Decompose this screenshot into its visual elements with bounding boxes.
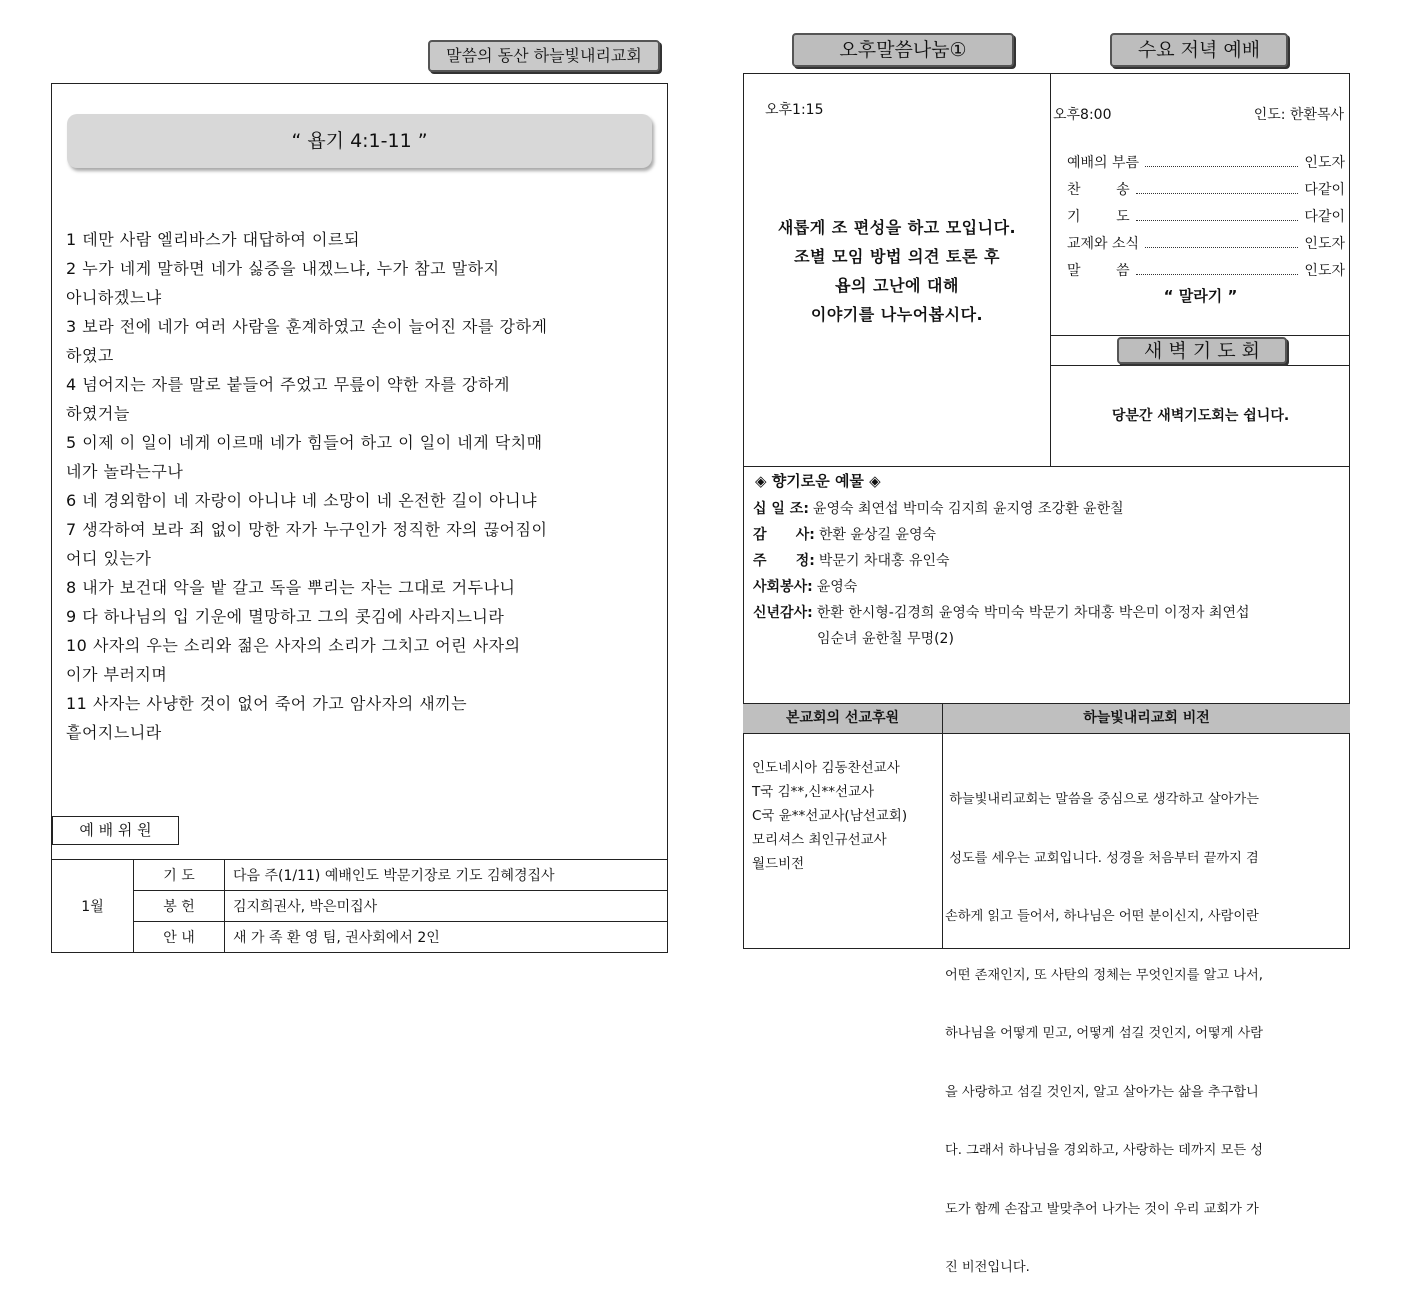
church-name-tag [428,40,660,72]
verse-line: 8 내가 보건대 악을 밭 갈고 독을 뿌리는 자는 그대로 거두나니 [66,578,516,597]
order-who: 인도자 [1304,236,1345,252]
verse-line: 네가 놀라는구나 [66,462,184,481]
order-item: 말 씀 [1067,263,1130,279]
order-item: 교제와 소식 [1067,236,1140,252]
afternoon-message [743,213,1051,329]
offering-label: 사회봉사: [753,579,813,595]
offerings-title: ◈ 향기로운 예물 ◈ [755,472,881,490]
verse-line: 어디 있는가 [66,549,152,568]
verse-line: 하였거늘 [66,404,130,423]
committee-role: 안 내 [134,922,225,953]
dawn-prayer-tag: 새 벽 기 도 회 [1117,337,1287,364]
order-item: 예배의 부름 [1067,155,1140,171]
order-of-worship [1067,145,1345,280]
verse-line: 흩어지느니라 [66,723,162,742]
afternoon-message-line: 조별 모임 방법 의견 토론 후 [794,247,1000,266]
afternoon-message-line: 욥의 고난에 대해 [835,276,959,295]
committee-row [52,860,668,891]
order-who: 다같이 [1304,209,1345,225]
verse-line: 10 사자의 우는 소리와 젊은 사자의 소리가 그치고 어린 사자의 [66,636,521,655]
order-who: 다같이 [1304,182,1345,198]
committee-value: 김지희권사, 박은미집사 [225,891,668,922]
scripture-title-box [67,114,652,168]
verse-line: 4 넘어지는 자를 말로 붙들어 주었고 무릎이 약한 자를 강하게 [66,375,510,394]
verse-line: 5 이제 이 일이 네게 이르매 네가 힘들어 하고 이 일이 네게 닥치매 [66,433,543,452]
verse-line: 하였고 [66,346,114,365]
wednesday-service-tag: 수요 저녁 예배 [1110,33,1288,67]
afternoon-sharing-tag: 오후말씀나눔① [792,33,1014,67]
vision-line: 을 사랑하고 섬길 것인지, 알고 살아가는 삶을 추구합니 [945,1084,1259,1100]
verse-line: 3 보라 전에 네가 여러 사람을 훈계하였고 손이 늘어진 자를 강하게 [66,317,548,336]
offering-row [753,521,1343,547]
offerings-list [753,495,1343,651]
mission-list [743,734,943,949]
vision-line: 다. 그래서 하나님을 경외하고, 사랑하는 데까지 모든 성 [945,1143,1263,1158]
verse-line: 11 사자는 사냥한 것이 없어 죽어 가고 암사자의 새끼는 [66,694,468,713]
worship-committee-table [51,859,668,953]
dawn-prayer-notice: 당분간 새벽기도회는 쉽니다. [1111,408,1290,424]
church-name-text: 말씀의 동산 하늘빛내리교회 [446,46,642,65]
mission-item: 인도네시아 김동찬선교사 [752,760,900,776]
verse-line: 7 생각하여 보라 죄 없이 망한 자가 누구인가 정직한 자의 끊어짐이 [66,520,548,539]
offering-names: 임순녀 윤한칠 무명(2) [817,631,954,647]
order-row [1067,145,1345,172]
offering-names: 박문기 차대홍 유인숙 [818,553,950,569]
dot-leader [1136,193,1299,194]
dot-leader [1136,274,1299,275]
verse-line: 9 다 하나님의 입 기운에 멸망하고 그의 콧김에 사라지느니라 [66,607,505,626]
committee-role: 봉 헌 [134,891,225,922]
order-who: 인도자 [1304,263,1345,279]
mission-header: 본교회의 선교후원 [743,704,943,734]
order-row [1067,253,1345,280]
committee-value: 다음 주(1/11) 예배인도 박문기장로 기도 김혜경집사 [225,860,668,891]
offering-row [753,547,1343,573]
order-row [1067,199,1345,226]
dot-leader [1145,166,1298,167]
verse-line: 6 네 경외함이 네 자랑이 아니냐 네 소망이 네 온전한 길이 아니냐 [66,491,538,510]
sermon-title: “ 말라기 ” [1163,287,1238,305]
order-item: 기 도 [1067,209,1130,225]
afternoon-sharing-cell [743,73,1051,466]
committee-value: 새 가 족 환 영 팀, 권사회에서 2인 [225,922,668,953]
committee-month: 1월 [52,860,134,953]
offering-names: 윤영숙 최연섭 박미숙 김지희 윤지영 조강환 윤한칠 [812,501,1124,517]
mission-item: C국 윤**선교사(남선교회) [752,808,908,824]
order-row [1067,172,1345,199]
vision-line: 도가 함께 손잡고 발맞추어 나가는 것이 우리 교회가 가 [945,1201,1259,1217]
scripture-panel [51,83,668,953]
worship-committee-label: 예 배 위 원 [52,816,179,845]
verse-line: 2 누가 네게 말하면 네가 싫증을 내겠느냐, 누가 참고 말하지 [66,259,500,278]
committee-role: 기 도 [134,860,225,891]
verse-list [66,225,656,747]
verse-line: 1 데만 사람 엘리바스가 대답하여 이르되 [66,230,360,249]
wednesday-leader: 인도: 한환목사 [1253,107,1344,123]
offering-names: 한환 윤상길 윤영숙 [818,527,936,543]
offering-names: 윤영숙 [816,579,858,595]
vision-text [943,734,1350,1275]
vision-line: 어떤 존재인지, 또 사탄의 정체는 무엇인지를 알고 나서, [945,967,1263,983]
order-who: 인도자 [1304,155,1345,171]
vision-line: 손하게 읽고 들어서, 하나님은 어떤 분이신지, 사람이란 [945,909,1259,924]
vision-line: 진 비전입니다. [945,1260,1030,1275]
offering-row [753,495,1343,521]
verse-line: 이가 부러지며 [66,665,168,684]
offering-names: 한환 한시형-김경희 윤영숙 박미숙 박문기 차대홍 박은미 이정자 최연섭 [816,605,1250,621]
offering-label: 신년감사: [753,605,813,621]
vision-line: 성도를 세우는 교회입니다. 성경을 처음부터 끝까지 겸 [945,850,1259,866]
offering-row [753,625,1343,651]
mission-item: 월드비전 [752,856,805,872]
scripture-title: “ 욥기 4:1-11 ” [291,130,428,152]
committee-row [52,922,668,953]
afternoon-message-line: 새롭게 조 편성을 하고 모입니다. [777,218,1017,237]
offering-label: 주 정: [753,553,815,569]
dawn-prayer-header [1051,336,1350,366]
order-row [1067,226,1345,253]
offerings-section [743,466,1350,704]
afternoon-time: 오후1:15 [765,102,824,118]
offering-label: 감 사: [753,527,815,543]
wednesday-service-cell [1051,73,1350,336]
vision-line: 하나님을 어떻게 믿고, 어떻게 섬길 것인지, 어떻게 사람 [945,1026,1263,1041]
dot-leader [1136,220,1299,221]
vision-header: 하늘빛내리교회 비전 [943,704,1350,734]
dot-leader [1145,247,1298,248]
wednesday-time: 오후8:00 [1053,107,1112,123]
mission-item: 모리셔스 최인규선교사 [752,832,887,848]
committee-row [52,891,668,922]
offering-row [753,573,1343,599]
mission-item: T국 김**,신**선교사 [752,784,875,800]
order-item: 찬 송 [1067,182,1130,198]
vision-line: 하늘빛내리교회는 말씀을 중심으로 생각하고 살아가는 [945,792,1259,807]
verse-line: 아니하겠느냐 [66,288,162,307]
afternoon-message-line: 이야기를 나누어봅시다. [810,305,984,324]
offering-row [753,599,1343,625]
offering-label: 십 일 조: [753,501,809,517]
